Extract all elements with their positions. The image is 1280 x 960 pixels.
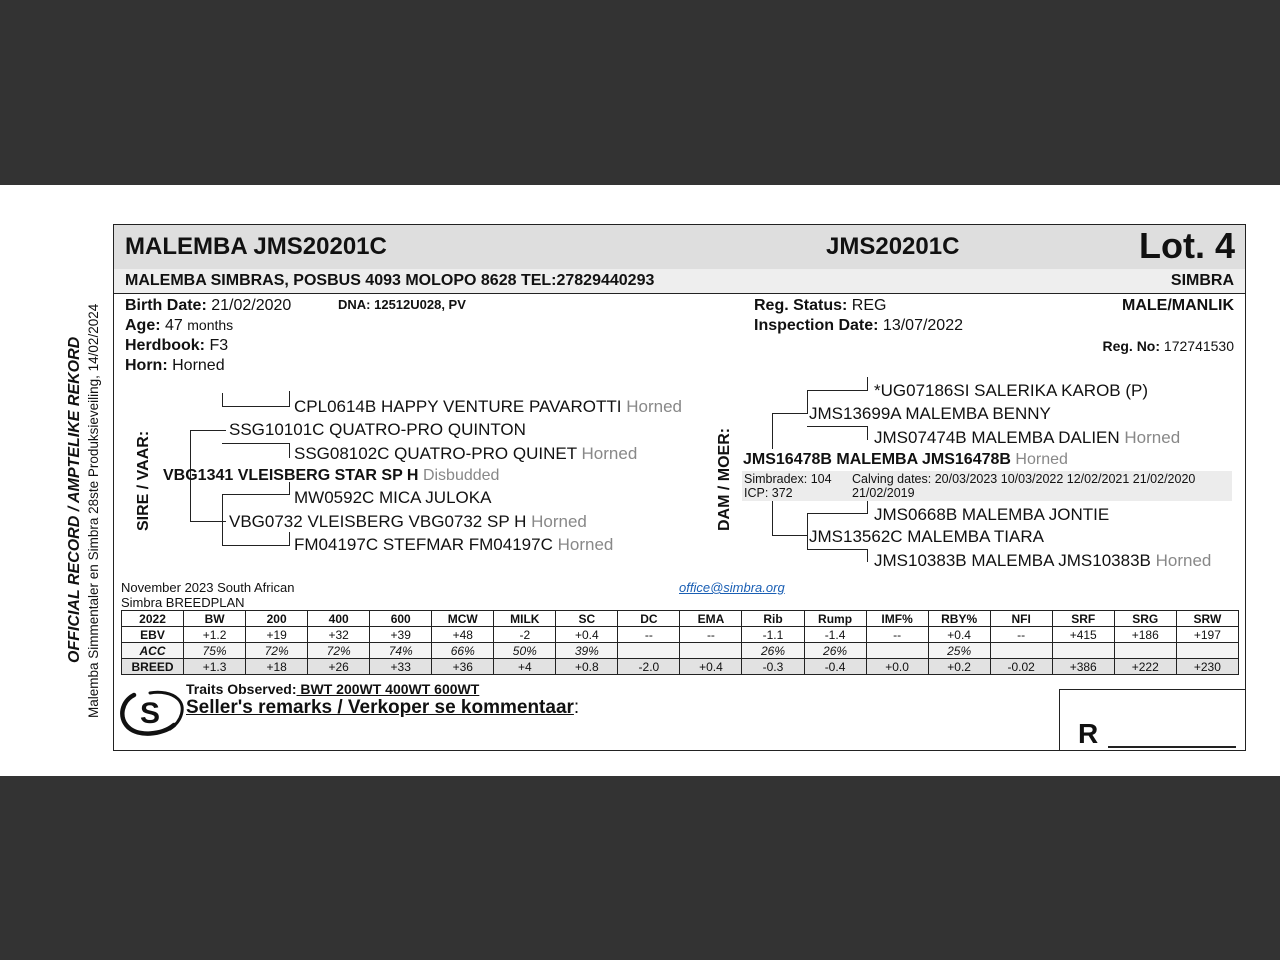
dam-dam: JMS13562C MALEMBA TIARA <box>809 527 1044 546</box>
sire-label: SIRE / VAAR: <box>135 430 152 531</box>
dna-info: DNA: 12512U028, PV <box>338 297 466 312</box>
sellers-remarks: Seller's remarks / Verkoper se kommentaar: <box>186 697 580 718</box>
dam: JMS16478B MALEMBA JMS16478B Horned <box>743 451 1068 468</box>
dam-dam-dam: JMS10383B MALEMBA JMS10383B Horned <box>874 551 1212 570</box>
dam-sire: JMS13699A MALEMBA BENNY <box>809 404 1051 423</box>
breed-name: SIMBRA <box>1170 272 1234 289</box>
breeder-bar <box>114 269 1245 294</box>
simbradex: Simbradex: 104 <box>744 472 832 486</box>
traits-observed: Traits Observed: BWT 200WT 400WT 600WT <box>186 681 480 697</box>
table-header-row: 2022 BW 200 400 600 MCW MILK SC DC EMA Rib Rump IMF% RBY% NFI SRF SRG SRW <box>122 611 1239 627</box>
reg-status: Reg. Status: REG <box>754 297 887 314</box>
horn-status: Horn: Horned <box>125 357 225 374</box>
email-link[interactable]: office@simbra.org <box>679 580 785 595</box>
dam-label: DAM / MOER: <box>716 427 733 531</box>
official-record-label: OFFICIAL RECORD / AMPTELIKE REKORD <box>66 336 83 663</box>
simbra-logo-icon <box>116 687 188 737</box>
reg-number: Reg. No: 172741530 <box>1102 338 1234 354</box>
breeder-info: MALEMBA SIMBRAS, POSBUS 4093 MOLOPO 8628 TEL:27829440293 <box>125 272 655 289</box>
price-box <box>1059 689 1246 751</box>
auction-label: Malemba Simmentaler en Simbra 28ste Produksieveiling, 14/02/2024 <box>86 303 101 718</box>
dam-stats-box <box>742 471 1232 501</box>
sire-dam-dam: FM04197C STEFMAR FM04197C Horned <box>294 535 614 554</box>
dam-sire-dam: JMS07474B MALEMBA DALIEN Horned <box>874 428 1181 447</box>
table-row-breed: BREED +1.3 +18 +26 +33 +36 +4 +0.8 -2.0 +0.4 -0.3 -0.4 +0.0 +0.2 -0.02 +386 +222 +230 <box>122 659 1239 675</box>
sex: MALE/MANLIK <box>1122 297 1234 314</box>
breedplan-caption-1: November 2023 South African <box>121 580 295 595</box>
sire: VBG1341 VLEISBERG STAR SP H Disbudded <box>163 467 500 484</box>
animal-id: JMS20201C <box>826 233 960 260</box>
animal-name: MALEMBA JMS20201C <box>125 233 387 260</box>
herdbook: Herdbook: F3 <box>125 337 229 354</box>
breedplan-caption-2: Simbra BREEDPLAN <box>121 595 245 610</box>
price-label: R <box>1078 718 1099 749</box>
sire-dam-sire: MW0592C MICA JULOKA <box>294 488 492 507</box>
breedplan-table <box>121 610 1239 675</box>
lot-number: Lot. 4 <box>1139 225 1235 266</box>
sire-sire-sire: CPL0614B HAPPY VENTURE PAVAROTTI Horned <box>294 397 683 416</box>
price-input-line[interactable] <box>1108 746 1236 748</box>
card-header <box>114 225 1245 270</box>
calving-dates: Calving dates: 20/03/2023 10/03/2022 12/02/2021 21/02/2020 <box>852 472 1196 486</box>
sire-sire: SSG10101C QUATRO-PRO QUINTON <box>229 420 526 439</box>
dam-sire-sire: *UG07186SI SALERIKA KAROB (P) <box>874 381 1149 400</box>
lot-card <box>113 224 1246 751</box>
table-row-acc: ACC 75% 72% 72% 74% 66% 50% 39% 26% 26% 25% <box>122 643 1239 659</box>
age: Age: 47 months <box>125 317 234 334</box>
icp: ICP: 372 <box>744 486 793 500</box>
calving-dates-cont: 21/02/2019 <box>852 486 915 500</box>
inspection-date: Inspection Date: 13/07/2022 <box>754 317 963 334</box>
sire-sire-dam: SSG08102C QUATRO-PRO QUINET Horned <box>294 444 638 463</box>
dam-dam-sire: JMS0668B MALEMBA JONTIE <box>874 505 1110 524</box>
sire-dam: VBG0732 VLEISBERG VBG0732 SP H Horned <box>229 512 587 531</box>
birth-date: Birth Date: 21/02/2020 <box>125 297 292 314</box>
table-row-ebv: EBV +1.2 +19 +32 +39 +48 -2 +0.4 -- -- -1.1 -1.4 -- +0.4 -- +415 +186 +197 <box>122 627 1239 643</box>
svg-text:S: S <box>140 697 161 730</box>
